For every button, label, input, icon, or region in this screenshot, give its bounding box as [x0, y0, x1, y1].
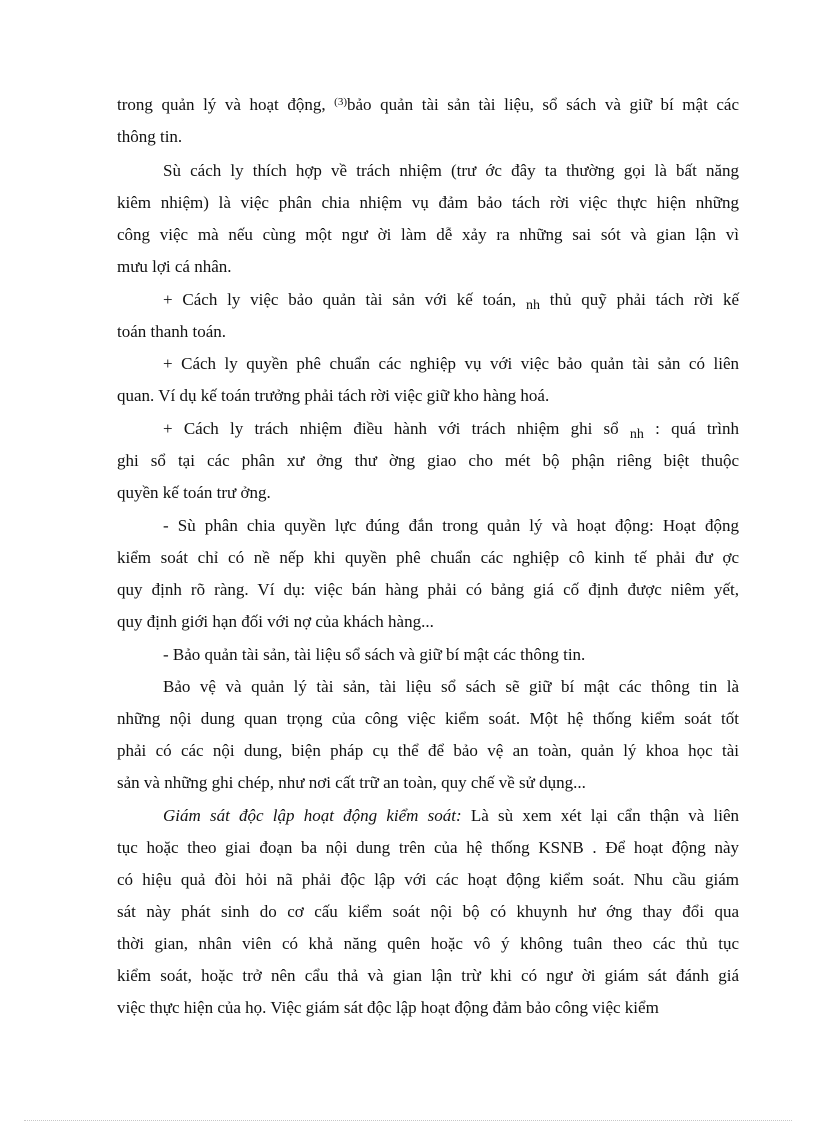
text-line: quyền kế toán trư ởng.: [117, 483, 271, 502]
text-line: Sù cách ly thích hợp về trách nhiệm (trư ớc đây ta thường gọi là bất năng: [163, 161, 739, 180]
text-span: + Cách ly việc bảo quản tài sản với kế toán,: [163, 290, 517, 309]
text-line: quy định giới hạn đối với nợ của khách hàng...: [117, 612, 434, 631]
text-line: thông tin.: [117, 127, 183, 146]
text-line: - Sù phân chia quyền lực đúng đắn trong quản lý và hoạt động: Hoạt động: [163, 516, 739, 535]
text-line: ghi sổ tại các phân xư ởng thư ờng giao cho mét bộ phận riêng biệt thuộc: [117, 451, 739, 470]
subscript-text: nh: [525, 298, 540, 313]
text-line: kiểm soát chỉ có nề nếp khi quyền phê chuẩn các nghiệp cô kinh tế phải đư ợc: [117, 548, 739, 567]
text-line: kiểm soát, hoặc trở nên cẩu thả và gian lận trừ khi có ngư ời giám sát đánh giá: [117, 966, 739, 985]
footer-divider: [24, 1120, 792, 1121]
text-line: sát này phát sinh do cơ cấu kiểm soát nội bộ có khuynh hư ớng thay đổi qua: [117, 902, 739, 921]
text-line: quan. Ví dụ kế toán trưởng phải tách rời việc giữ kho hàng hoá.: [117, 386, 550, 405]
text-line: có hiệu quả đòi hỏi nã phải độc lập với các hoạt động kiểm soát. Nhu cầu giám: [117, 870, 739, 889]
text-span: Là sù xem xét lại cẩn thận và liên: [470, 806, 740, 825]
text-line: phải có các nội dung, biện pháp cụ thể để bảo vệ an toàn, quản lý khoa học tài: [117, 741, 739, 760]
text-span: bảo quản tài sản tài liệu, sổ sách và giữ bí mật các: [347, 95, 740, 114]
text-line: - Bảo quản tài sản, tài liệu sổ sách và giữ bí mật các thông tin.: [163, 645, 586, 664]
text-line: mưu lợi cá nhân.: [117, 257, 232, 276]
italic-heading: Giám sát độc lập hoạt động kiểm soát:: [163, 806, 462, 825]
text-span: + Cách ly trách nhiệm điều hành với trách nhiệm ghi sổ: [163, 419, 619, 438]
text-line: công việc mà nếu cùng một ngư ời làm dễ xảy ra những sai sót và gian lận vì: [117, 225, 739, 244]
text-line: kiêm nhiệm) là việc phân chia nhiệm vụ đảm bảo tách rời việc thực hiện những: [117, 193, 739, 212]
subscript-text: nh: [629, 427, 644, 442]
text-line: sản và những ghi chép, như nơi cất trữ an toàn, quy chế về sử dụng...: [117, 773, 586, 792]
text-line: thời gian, nhân viên có khả năng quên hoặc vô ý không tuân theo các thủ tục: [117, 934, 739, 953]
text-line: [163, 805, 739, 827]
text-span: : quá trình: [655, 419, 740, 438]
text-line: quy định rõ ràng. Ví dụ: việc bán hàng phải có bảng giá cố định được niêm yết,: [117, 580, 739, 599]
text-line: toán thanh toán.: [117, 322, 227, 341]
text-line: [163, 289, 739, 313]
text-line: việc thực hiện của họ. Việc giám sát độc lập hoạt động đảm bảo công việc kiểm: [117, 998, 659, 1017]
text-line: [117, 94, 739, 118]
text-line: tục hoặc theo giai đoạn ba nội dung trên của hệ thống KSNB . Để hoạt động này: [117, 838, 739, 857]
text-line: [163, 418, 739, 442]
text-line: những nội dung quan trọng của công việc kiểm soát. Một hệ thống kiểm soát tốt: [117, 709, 739, 728]
footnote-ref: (3): [334, 96, 347, 108]
text-line: + Cách ly quyền phê chuẩn các nghiệp vụ với việc bảo quản tài sản có liên: [163, 354, 739, 373]
text-span: thủ quỹ phải tách rời kế: [549, 290, 740, 309]
text-line: Bảo vệ và quản lý tài sản, tài liệu sổ sách sẽ giữ bí mật các thông tin là: [163, 677, 739, 696]
text-span: trong quản lý và hoạt động,: [117, 95, 326, 114]
